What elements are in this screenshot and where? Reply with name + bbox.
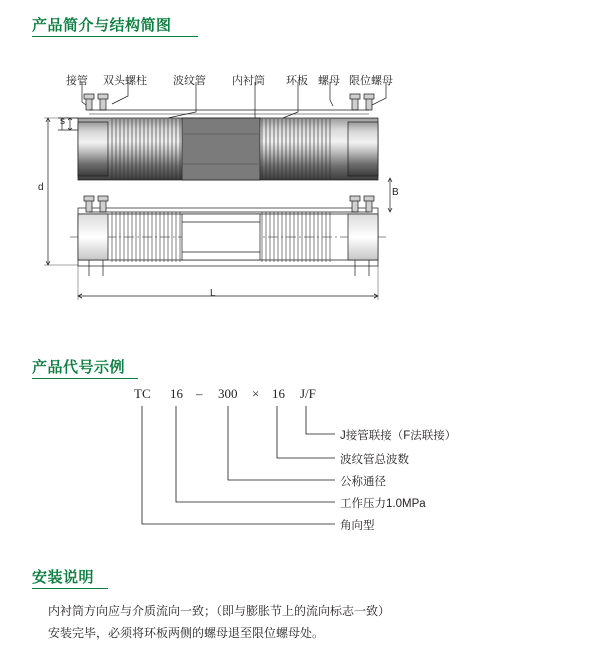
- dimension-label-L: L: [210, 288, 216, 299]
- code-desc-j-connection: J接管联接（F法联接）: [340, 430, 457, 442]
- dimension-label-d: d: [38, 182, 44, 193]
- section-rule-intro: [32, 36, 198, 37]
- install-note-line-1: 内衬筒方向应与介质流向一致；（即与膨胀节上的流向标志一致）: [48, 604, 391, 618]
- code-desc-nominal-dia: 公称通径: [340, 476, 386, 488]
- code-token-tc: TC: [134, 386, 151, 401]
- code-desc-angular-type: 角向型: [340, 520, 375, 532]
- section-rule-code: [32, 378, 138, 379]
- section-title-intro: 产品简介与结构简图: [32, 17, 172, 34]
- code-token-times: ×: [252, 386, 260, 401]
- code-desc-work-pressure: 工作压力1.0MPa: [340, 498, 426, 510]
- code-token-300: 300: [218, 386, 238, 401]
- section-title-install: 安装说明: [32, 569, 95, 586]
- section-title-code: 产品代号示例: [32, 359, 126, 376]
- code-token-16b: 16: [272, 386, 285, 401]
- callout-label-jieguan: 接管: [66, 75, 88, 87]
- code-desc-wave-count: 波纹管总波数: [340, 454, 409, 466]
- callout-label-xianwei: 限位螺母: [349, 75, 393, 87]
- code-token-16a: 16: [170, 386, 183, 401]
- callout-label-huanban: 环板: [286, 75, 308, 87]
- callout-label-bowenguan: 波纹管: [173, 75, 206, 87]
- install-note-line-2: 安装完毕，必须将环板两侧的螺母退至限位螺母处。: [48, 626, 325, 640]
- section-rule-install: [32, 588, 108, 589]
- code-token-dash: –: [196, 386, 203, 401]
- code-token-jf: J/F: [300, 386, 316, 401]
- dimension-label-B: B: [392, 187, 399, 198]
- callout-label-shuangtou: 双头螺柱: [103, 75, 147, 87]
- code-leader-lines: [0, 400, 600, 560]
- callout-label-neichentong: 内衬筒: [232, 75, 265, 87]
- callout-label-luomu: 螺母: [318, 75, 340, 87]
- dimension-label-s: s: [60, 116, 65, 127]
- structure-diagram: [0, 60, 600, 360]
